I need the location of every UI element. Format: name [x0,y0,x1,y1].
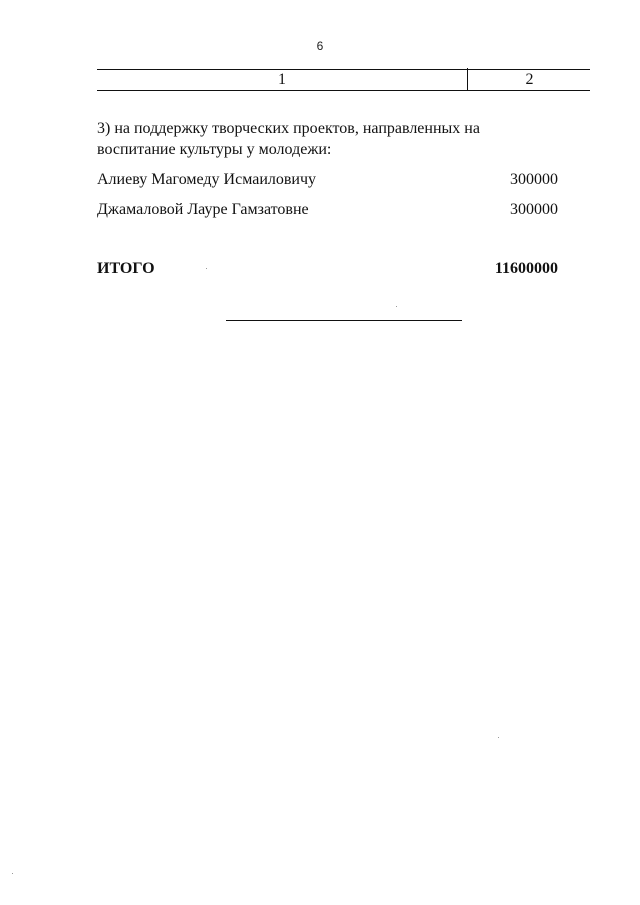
table-column-header [97,69,590,91]
scan-speck [12,873,13,874]
column-header-2: 2 [525,71,534,88]
recipient-row [97,171,558,193]
recipient-name: Джамаловой Лауре Гамзатовне [97,201,309,218]
column-divider [467,68,468,90]
page-number: 6 [316,39,324,53]
total-amount: 11600000 [494,260,558,277]
section-heading: 3) на поддержку творческих проектов, направленных на воспитание культуры у молодежи: [97,120,480,158]
end-of-document-rule [226,320,462,321]
total-label: ИТОГО [97,260,155,277]
scan-speck [206,268,207,269]
recipient-row [97,201,558,223]
total-row [97,260,558,282]
recipient-amount: 300000 [510,201,558,218]
column-header-1: 1 [278,71,286,88]
scan-speck [498,737,499,738]
recipient-amount: 300000 [510,171,558,188]
recipient-name: Алиеву Магомеду Исмаиловичу [97,171,317,188]
scan-speck [396,306,397,307]
